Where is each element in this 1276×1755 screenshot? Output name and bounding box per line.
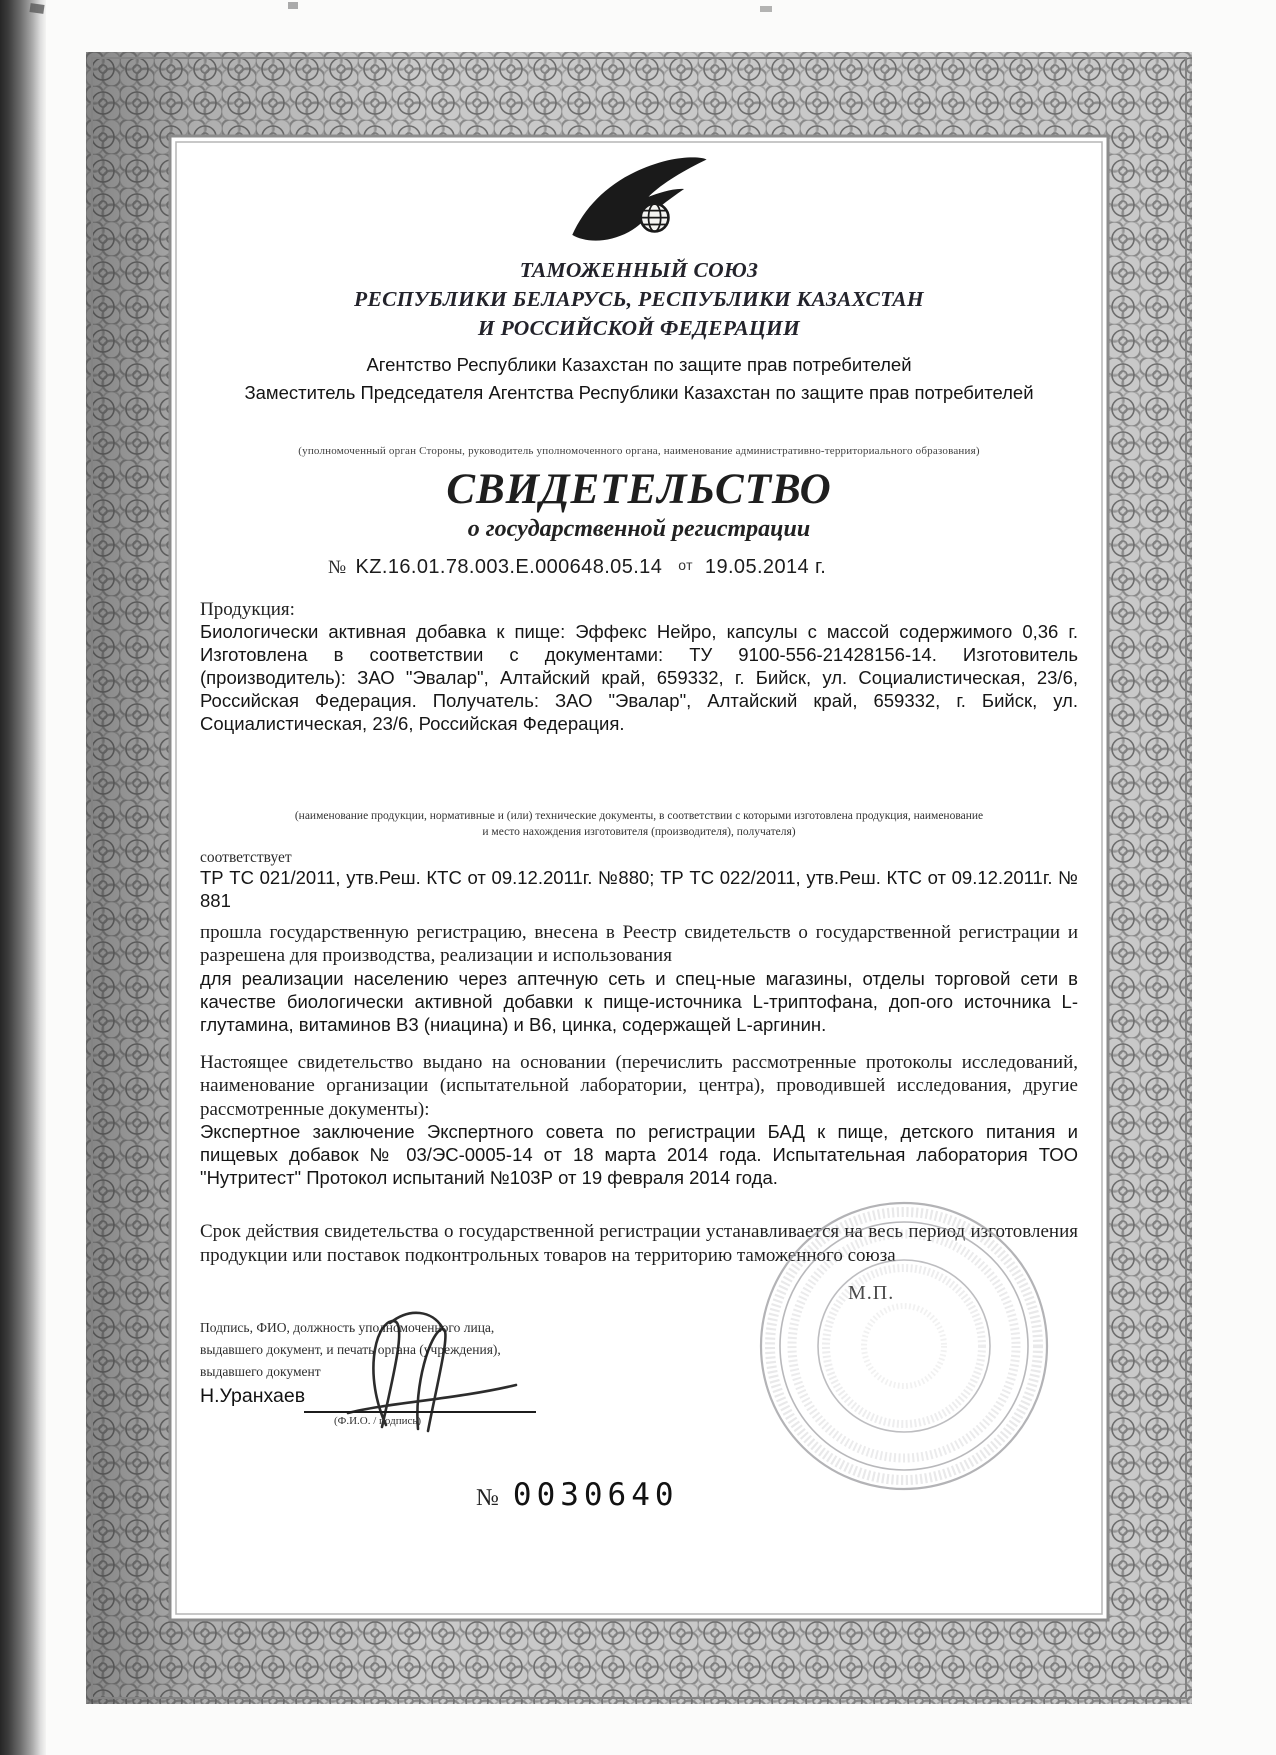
doc-number-sign: № (476, 1485, 499, 1512)
conformity-regulations: ТР ТС 021/2011, утв.Реш. КТС от 09.12.2011г. №880; ТР ТС 022/2011, утв.Реш. КТС от 09.12.2011г. № 881 (200, 866, 1078, 911)
doc-number-digits: 0030640 (512, 1477, 679, 1514)
conformity-label: соответствует (200, 848, 292, 866)
validity-statement: Срок действия свидетельства о государственной регистрации устанавливается на весь период изготовления продукции или поставок подконтрольных товаров на территорию таможенного союза (200, 1221, 1078, 1266)
agency-block (200, 351, 1078, 407)
signatory-name: Н.Уранхаев (200, 1385, 306, 1408)
signature-scribble (290, 1299, 570, 1449)
customs-union-emblem (559, 150, 719, 254)
signature-caption-line1: Подпись, ФИО, должность уполномоченного лица, (200, 1320, 495, 1336)
scan-edge-artifact (0, 0, 46, 1755)
bird-globe-emblem-icon (559, 150, 719, 254)
union-title-line2: РЕСПУБЛИКИ БЕЛАРУСЬ, РЕСПУБЛИКИ КАЗАХСТАН (354, 286, 924, 311)
signature-caption-line2: выдавшего документ, и печать органа (учреждения), (200, 1342, 501, 1358)
union-title-line1: ТАМОЖЕННЫЙ СОЮЗ (519, 258, 759, 282)
certificate-title: СВИДЕТЕЛЬСТВО (446, 465, 832, 513)
union-title-line3: И РОССИЙСКОЙ ФЕДЕРАЦИИ (477, 315, 801, 340)
expert-conclusion: Экспертное заключение Экспертного совета по регистрации БАД к пище, детского питания и пищевых добавок № 03/ЭС-0005-14 от 18 марта 2014 года. Испытательная лаборатория ТОО "Нутритест" Протокол испытаний №103Р от 19 февраля 2014 года. (200, 1121, 1078, 1189)
registration-number-line (328, 556, 1078, 579)
date-label: от (678, 556, 693, 573)
signature-caption-line3: выдавшего документ (200, 1363, 321, 1379)
certificate-subtitle: о государственной регистрации (467, 515, 811, 542)
registration-number: KZ.16.01.78.003.E.000648.05.14 (355, 555, 663, 578)
agency-line1: Агентство Республики Казахстан по защите прав потребителей (366, 354, 912, 376)
product-description: Биологически активная добавка к пище: Эффекс Нейро, капсулы с массой содержимого 0,36 г. Изготовлена в соответствии с документами: ТУ 9100-556-21428156-14. Изготовитель (производитель): ЗАО "Эвалар", Алтайский край, 659332, г. Бийск, ул. Социалистическая, 23/6, Российская Федерация. Получатель: ЗАО "Эвалар", Алтайский край, 659332, г. Бийск, ул. Социалистическая, 23/6, Российская Федерация. (200, 620, 1078, 734)
signature-line (304, 1411, 536, 1413)
registration-statement: прошла государственную регистрацию, внесена в Реестр свидетельств о государственной регистрации и разрешена для производства, реализации и использования (200, 921, 1078, 967)
agency-line2: Заместитель Председателя Агентства Республики Казахстан по защите прав потребителей (244, 382, 1034, 404)
stamp-seal (748, 1196, 1060, 1496)
usage-statement: для реализации населению через аптечную сеть и спец-ные магазины, отделы торговой сети в качестве биологически активной добавки к пище-источника L-триптофана, доп-ого источника L-глутамина, витаминов В3 (ниацина) и В6, цинка, содержащей L-аргинин. (200, 967, 1078, 1035)
union-title (200, 256, 1078, 342)
registration-date: 19.05.2014 г. (704, 555, 827, 578)
product-footnote (200, 808, 1078, 841)
product-label: Продукция: (200, 598, 295, 620)
stamp-mp-label: М.П. (848, 1282, 895, 1304)
product-footnote-line2: и место нахождения изготовителя (производителя), получателя) (482, 826, 796, 839)
scan-dot-artifact (29, 3, 44, 14)
number-sign: № (328, 556, 347, 578)
basis-statement: Настоящее свидетельство выдано на основании (перечислить рассмотренные протоколы исследований, наименование организации (испытательной лаборатории, центра), проводившей исследования, другие рассмотренные документы): (200, 1051, 1078, 1120)
product-footnote-line1: (наименование продукции, нормативные и (или) технические документы, в соответствии с которыми изготовлена продукция, наименование (294, 809, 984, 822)
signature-line-caption: (Ф.И.О. / подпись) (334, 1415, 422, 1428)
scan-dot-artifact (288, 2, 298, 9)
scan-dot-artifact (760, 6, 772, 12)
authority-note: (уполномоченный орган Стороны, руководитель уполномоченного органа, наименование административно-территориального образования) (298, 444, 980, 457)
